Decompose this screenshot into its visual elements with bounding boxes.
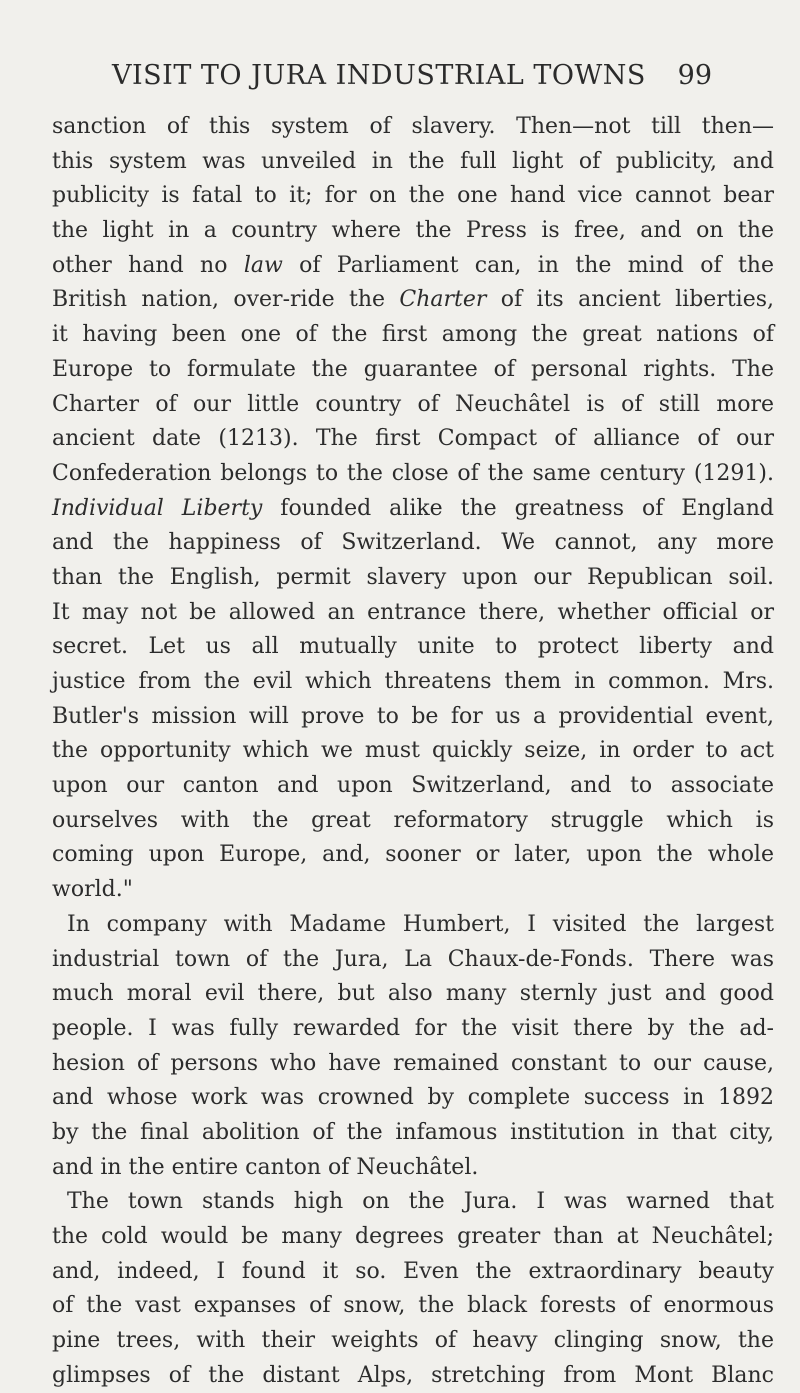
text-line: ourselves with the great reformatory struggle which is — [52, 807, 774, 833]
text-line: pine trees, with their weights of heavy clinging snow, the — [52, 1328, 774, 1354]
text-line: world." — [52, 877, 133, 903]
text-line: Charter of our little country of Neuchâtel is of still more — [52, 391, 774, 417]
running-head — [112, 60, 712, 100]
text-line: It may not be allowed an entrance there, whether official or — [52, 599, 774, 625]
text-line: hesion of persons who have remained constant to our cause, — [52, 1050, 774, 1076]
text-line: other hand no law of Parliament can, in the mind of the — [52, 252, 774, 278]
italic-phrase: law — [243, 252, 283, 278]
text-line: secret. Let us all mutually unite to protect liberty and — [52, 634, 774, 660]
text-line: sanction of this system of slavery. Then—not till then— — [52, 114, 774, 139]
text-line: publicity is fatal to it; for on the one hand vice cannot bear — [52, 183, 774, 209]
running-title: VISIT TO JURA INDUSTRIAL TOWNS — [112, 60, 646, 91]
text-line: upon our canton and upon Switzerland, and to associate — [52, 773, 774, 799]
italic-phrase: Individual Liberty — [52, 495, 263, 521]
text-line: ancient date (1213). The first Compact of alliance of our — [52, 426, 774, 452]
text-line: justice from the evil which threatens them in common. Mrs. — [52, 669, 774, 694]
text-line: it having been one of the first among the great nations of — [52, 322, 774, 348]
text-line: The town stands high on the Jura. I was warned that — [67, 1189, 774, 1215]
text-line: by the final abolition of the infamous institution in that city, — [52, 1119, 774, 1145]
text-line: the light in a country where the Press is free, and on the — [52, 218, 774, 244]
text-line: and the happiness of Switzerland. We cannot, any more — [52, 530, 774, 556]
text-line: the cold would be many degrees greater than at Neuchâtel; — [52, 1224, 774, 1249]
text-line: people. I was fully rewarded for the visit there by the ad- — [52, 1015, 774, 1041]
text-line: glimpses of the distant Alps, stretching from Mont Blanc — [52, 1362, 774, 1388]
text-line: Europe to formulate the guarantee of personal rights. The — [52, 356, 774, 382]
text-line: of the vast expanses of snow, the black forests of enormous — [52, 1293, 774, 1319]
text-line: industrial town of the Jura, La Chaux-de-Fonds. There was — [52, 946, 774, 972]
page-number: 99 — [677, 60, 712, 91]
text-line: In company with Madame Humbert, I visited the largest — [67, 911, 774, 937]
text-line: Individual Liberty founded alike the greatness of England — [52, 495, 775, 521]
text-line: and in the entire canton of Neuchâtel. — [52, 1154, 479, 1180]
text-line: this system was unveiled in the full light of publicity, and — [52, 148, 774, 174]
text-line: coming upon Europe, and, sooner or later, upon the whole — [52, 842, 774, 868]
body-text — [52, 110, 774, 1393]
text-line: British nation, over-ride the Charter of its ancient liberties, — [52, 287, 774, 313]
text-line: and, indeed, I found it so. Even the extraordinary beauty — [52, 1258, 774, 1284]
text-line: the opportunity which we must quickly seize, in order to act — [52, 738, 774, 764]
text-line: Confederation belongs to the close of the same century (1291). — [52, 460, 774, 486]
text-line: and whose work was crowned by complete success in 1892 — [52, 1085, 774, 1111]
text-line: Butler's mission will prove to be for us a providential event, — [52, 703, 774, 729]
text-line: than the English, permit slavery upon our Republican soil. — [52, 564, 774, 590]
italic-phrase: Charter — [399, 287, 487, 313]
text-line: much moral evil there, but also many sternly just and good — [52, 981, 774, 1007]
